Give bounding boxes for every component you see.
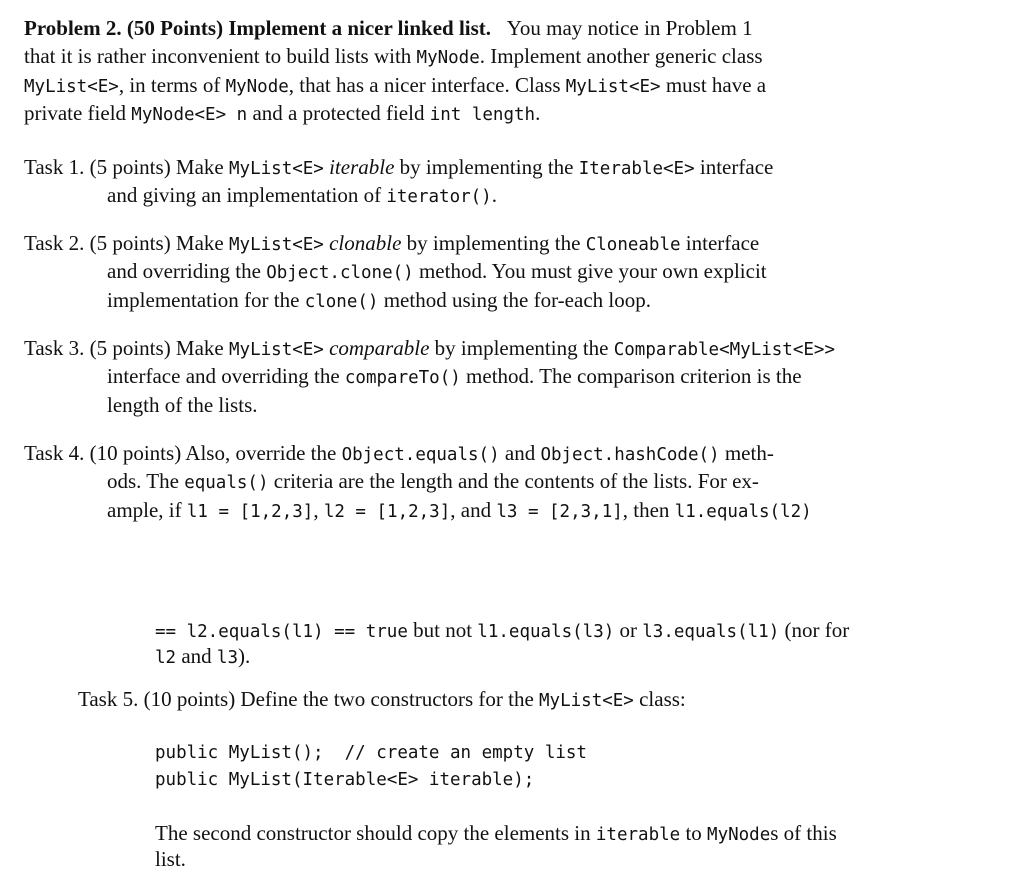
intro-line-2: that it is rather inconvenient to build lists with MyNode. Implement another generic class (24, 44, 763, 68)
task-label: Task 1. (24, 155, 85, 179)
intro-line-4: private field MyNode<E> n and a protected field int length. (24, 101, 541, 125)
task-label: Task 3. (24, 336, 85, 360)
intro-line-1: Problem 2. (50 Points) Implement a nicer linked list. You may notice in Problem 1 (24, 16, 753, 40)
task-label: Task 2. (24, 231, 85, 255)
code-line-1: public MyList(); // create an empty list (155, 743, 587, 763)
task-label: Task 5. (78, 687, 139, 711)
problem-heading: Problem 2. (50 Points) Implement a nicer linked list. (24, 16, 492, 40)
task-label: Task 4. (24, 441, 85, 465)
code-line-2: public MyList(Iterable<E> iterable); (155, 770, 535, 790)
intro-line-3: MyList<E>, in terms of MyNode, that has a nicer interface. Class MyList<E> must have a (24, 73, 767, 97)
